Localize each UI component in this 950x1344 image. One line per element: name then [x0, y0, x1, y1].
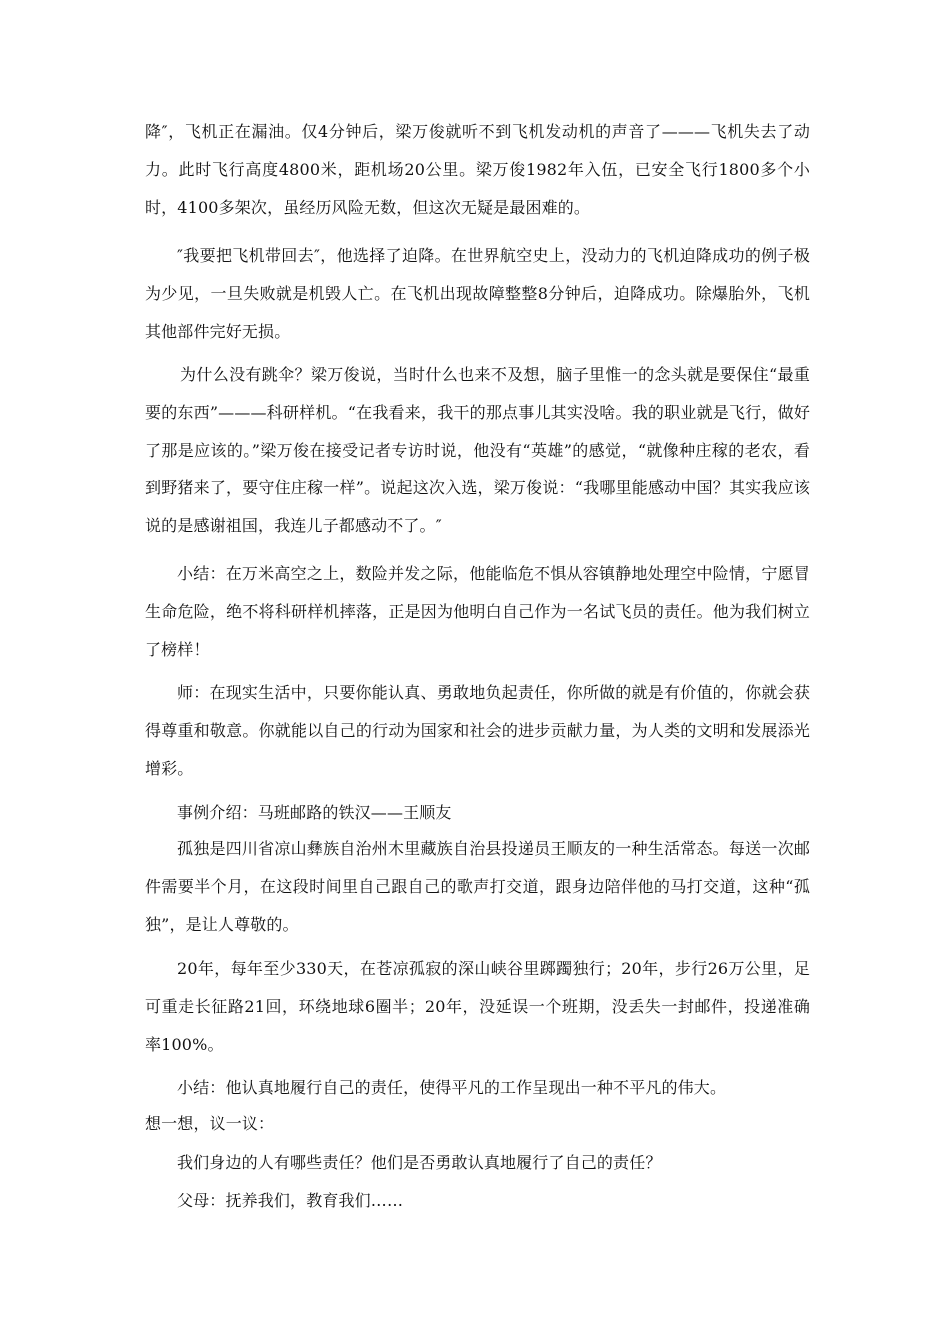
paragraph-twenty-years: 20年，每年至少330天，在苍凉孤寂的深山峡谷里踯躅独行；20年，步行26万公里，足可重走长征路21回，环绕地球6圈半；20年，没延误一个班期，没丢失一封邮件，投递准确率100%。	[145, 959, 810, 1054]
paragraph-summary-liang: 小结：在万米高空之上，数险并发之际，他能临危不惧从容镇静地处理空中险情，宁愿冒生命危险，绝不将科研样机摔落，正是因为他明白自己作为一名试飞员的责任。他为我们树立了榜样！	[145, 564, 810, 659]
paragraph-discussion-question: 我们身边的人有哪些责任？他们是否勇敢认真地履行了自己的责任？	[177, 1153, 662, 1172]
paragraph-forced-landing: ″我要把飞机带回去″，他选择了迫降。在世界航空史上，没动力的飞机迫降成功的例子极为少见，一旦失败就是机毁人亡。在飞机出现故障整整8分钟后，迫降成功。除爆胎外，飞机其他部件完好无损。	[145, 246, 810, 341]
paragraph-parents-duty: 父母：抚养我们，教育我们……	[177, 1191, 404, 1210]
paragraph-case-intro-heading: 事例介绍：马班邮路的铁汉——王顺友	[177, 803, 452, 822]
paragraph-wang-shunyou-loneliness: 孤独是四川省凉山彝族自治州木里藏族自治县投递员王顺友的一种生活常态。每送一次邮件需要半个月，在这段时间里自己跟自己的歌声打交道，跟身边陪伴他的马打交道，这种“孤独”，是让人尊敬的。	[145, 839, 810, 934]
section-heading-think-discuss: 想一想，议一议：	[145, 1114, 275, 1133]
paragraph-why-no-parachute: 为什么没有跳伞？梁万俊说，当时什么也来不及想，脑子里惟一的念头就是要保住“最重要的东西”———科研样机。“在我看来，我干的那点事儿其实没啥。我的职业就是飞行，做好了那是应该的。”梁万俊在接受记者专访时说，他没有“英雄”的感觉，“就像种庄稼的老农，看到野猪来了，要守住庄稼一样”。说起这次入选，梁万俊说：“我哪里能感动中国？其实我应该说的是感谢祖国，我连儿子都感动不了。″	[145, 365, 810, 536]
paragraph-liang-wanjun-emergency: 降″，飞机正在漏油。仅4分钟后，梁万俊就听不到飞机发动机的声音了———飞机失去了动力。此时飞行高度4800米，距机场20公里。梁万俊1982年入伍，已安全飞行1800多个小时，4100多架次，虽经历风险无数，但这次无疑是最困难的。	[145, 122, 810, 217]
paragraph-teacher-remark: 师：在现实生活中，只要你能认真、勇敢地负起责任，你所做的就是有价值的，你就会获得尊重和敬意。你就能以自己的行动为国家和社会的进步贡献力量，为人类的文明和发展添光增彩。	[145, 683, 810, 778]
paragraph-summary-wang: 小结：他认真地履行自己的责任，使得平凡的工作呈现出一种不平凡的伟大。	[177, 1078, 727, 1097]
